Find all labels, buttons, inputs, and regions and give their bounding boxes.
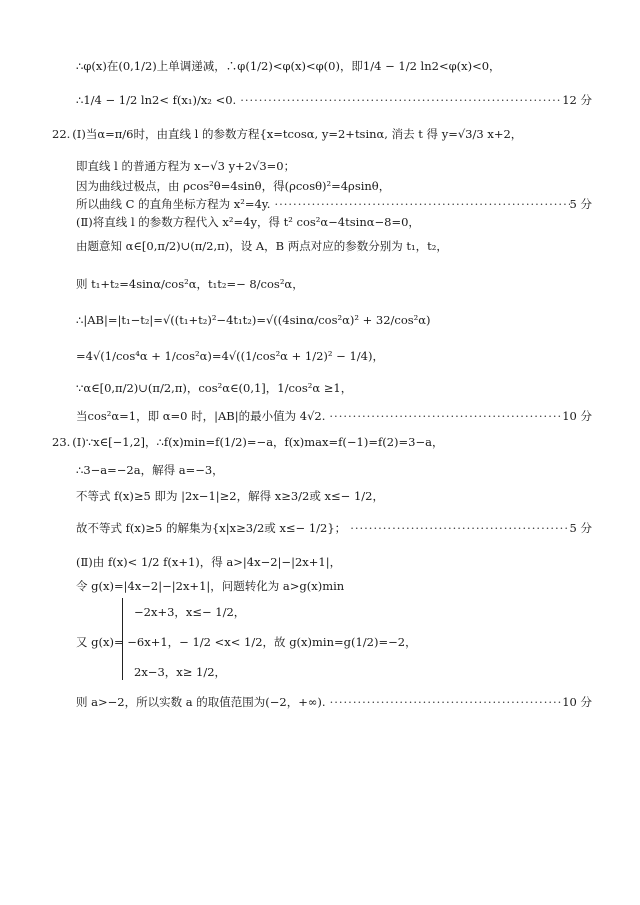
dot-leader bbox=[326, 694, 563, 710]
line-16 bbox=[76, 488, 592, 504]
line-text: ∴3−a=−2a，解得 a=−3， bbox=[76, 463, 224, 477]
score-label: 12 分 bbox=[562, 93, 592, 107]
line-text: (Ⅰ)当α=π/6时，由直线 l 的参数方程{x=tcosα, y=2+tsinα, 消去 t 得 y=√3/3 x+2， bbox=[72, 127, 523, 141]
line-2 bbox=[76, 92, 592, 108]
dot-leader bbox=[236, 92, 562, 108]
line-text: (Ⅱ)由 f(x)< 1/2 f(x+1)，得 a>|4x−2|−|2x+1|， bbox=[76, 555, 342, 569]
line-6 bbox=[76, 196, 592, 212]
line-text: (Ⅱ)将直线 l 的参数方程代入 x²=4y，得 t² cos²α−4tsinα−8=0， bbox=[76, 215, 420, 229]
line-text: =4√(1/cos⁴α + 1/cos²α)=4√((1/cos²α + 1/2)² − 1/4)， bbox=[76, 349, 384, 363]
line-text: 又 g(x)= −6x+1，− 1/2 <x< 1/2，故 g(x)min=g(1/2)=−2， bbox=[76, 635, 417, 649]
line-4 bbox=[76, 158, 592, 174]
line-5 bbox=[76, 178, 592, 194]
problem-number: 23. bbox=[52, 435, 71, 449]
line-text: 由题意知 α∈[0,π/2)∪(π/2,π)，设 A，B 两点对应的参数分别为 t₁，t₂， bbox=[76, 239, 448, 253]
line-14 bbox=[52, 434, 592, 450]
dot-leader bbox=[346, 520, 569, 536]
line-13 bbox=[76, 408, 592, 424]
dot-leader bbox=[270, 196, 569, 212]
line-7 bbox=[76, 214, 592, 230]
line-3 bbox=[52, 126, 592, 142]
line-12 bbox=[76, 380, 592, 396]
line-20 bbox=[134, 604, 592, 620]
score-label: 5 分 bbox=[569, 521, 592, 535]
line-1 bbox=[76, 58, 592, 74]
line-18 bbox=[76, 554, 592, 570]
line-10 bbox=[76, 312, 592, 328]
line-21 bbox=[76, 634, 592, 650]
line-text: ∴1/4 − 1/2 ln2< f(x₁)/x₂ <0. bbox=[76, 93, 237, 107]
line-text: ∴φ(x)在(0,1/2)上单调递减，∴φ(1/2)<φ(x)<φ(0)，即1/4 − 1/2 ln2<φ(x)<0， bbox=[76, 59, 501, 73]
line-text: 2x−3，x≥ 1/2， bbox=[134, 665, 227, 679]
line-text: (Ⅰ)∵x∈[−1,2]，∴f(x)min=f(1/2)=−a，f(x)max=f(−1)=f(2)=3−a， bbox=[72, 435, 444, 449]
dot-leader bbox=[325, 408, 562, 424]
line-text: 不等式 f(x)≥5 即为 |2x−1|≥2，解得 x≥3/2或 x≤− 1/2， bbox=[76, 489, 384, 503]
line-text: 则 a>−2，所以实数 a 的取值范围为(−2，+∞). bbox=[76, 695, 326, 709]
line-15 bbox=[76, 462, 592, 478]
line-19 bbox=[76, 578, 592, 594]
line-22 bbox=[134, 664, 592, 680]
line-text: 则 t₁+t₂=4sinα/cos²α，t₁t₂=− 8/cos²α， bbox=[76, 277, 304, 291]
line-text: 故不等式 f(x)≥5 的解集为{x|x≥3/2或 x≤− 1/2}； bbox=[76, 521, 347, 535]
line-text: ∵α∈[0,π/2)∪(π/2,π)，cos²α∈(0,1]，1/cos²α ≥1， bbox=[76, 381, 353, 395]
line-text: 当cos²α=1，即 α=0 时，|AB|的最小值为 4√2. bbox=[76, 409, 326, 423]
line-text: 令 g(x)=|4x−2|−|2x+1|，问题转化为 a>g(x)min bbox=[76, 579, 345, 593]
problem-number: 22. bbox=[52, 127, 71, 141]
line-text: 所以曲线 C 的直角坐标方程为 x²=4y. bbox=[76, 197, 271, 211]
line-9 bbox=[76, 276, 592, 292]
line-17 bbox=[76, 520, 592, 536]
line-11 bbox=[76, 348, 592, 364]
line-text: −2x+3，x≤− 1/2， bbox=[134, 605, 246, 619]
score-label: 10 分 bbox=[562, 695, 592, 709]
score-label: 5 分 bbox=[569, 197, 592, 211]
line-text: ∴|AB|=|t₁−t₂|=√((t₁+t₂)²−4t₁t₂)=√((4sinα/cos²α)² + 32/cos²α) bbox=[76, 313, 431, 327]
score-label: 10 分 bbox=[562, 409, 592, 423]
line-text: 即直线 l 的普通方程为 x−√3 y+2√3=0； bbox=[76, 159, 296, 173]
line-text: 因为曲线过极点，由 ρcos²θ=4sinθ，得(ρcosθ)²=4ρsinθ， bbox=[76, 179, 391, 193]
line-8 bbox=[76, 238, 592, 254]
line-23 bbox=[76, 694, 592, 710]
